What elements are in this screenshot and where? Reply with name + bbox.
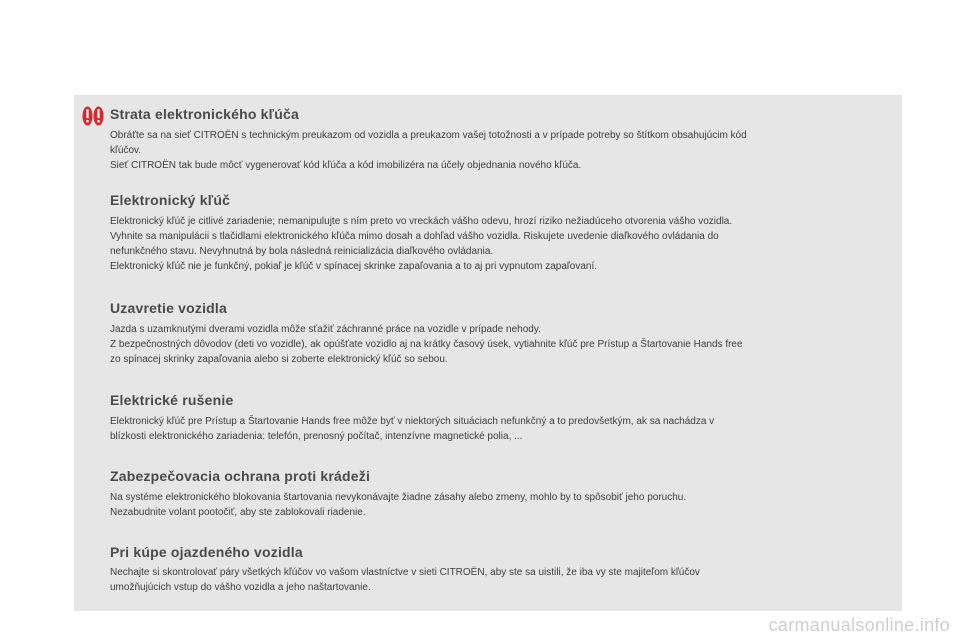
body-line: umožňujúcich vstup do vášho vozidla a jeho naštartovanie.: [110, 582, 371, 593]
body-line: Sieť CITROËN tak bude môcť vygenerovať kód kľúča a kód imobilizéra na účely objednania nového kľúča.: [110, 160, 582, 171]
body-line: Vyhnite sa manipulácii s tlačidlami elektronického kľúča mimo dosah a dohľad vášho vozidla. Riskujete uvedenie diaľkového ovládania do: [110, 231, 719, 242]
body-line: Obráťte sa na sieť CITROËN s technickým preukazom od vozidla a preukazom vašej totožnosti a v prípade potreby so štítkom obsahujúcim kód: [110, 130, 747, 141]
watermark: carmanualsonline.info: [768, 615, 950, 635]
section-key-loss: [110, 106, 900, 173]
body-line: Z bezpečnostných dôvodov (deti vo vozidle), ak opúšťate vozidlo aj na krátky časový úsek, vytiahnite kľúč pre Prístup a Štartovanie Hands free: [110, 339, 743, 350]
body-line: Elektronický kľúč pre Prístup a Štartovanie Hands free môže byť v niektorých situáciach nefunkčný a to predovšetkým, ak sa nachádza v: [110, 416, 715, 427]
body-line: Jazda s uzamknutými dverami vozidla môže sťažiť záchranné práce na vozidle v prípade nehody.: [110, 324, 541, 335]
section-electronic-key: [110, 192, 900, 274]
body-line: Elektronický kľúč je citlivé zariadenie; nemanipulujte s ním preto vo vreckách vášho odevu, hrozí riziko nežiadúceho otvorenia vášho vozidla.: [110, 216, 733, 227]
section-body: [110, 128, 900, 173]
section-heading: Elektrické rušenie: [110, 392, 234, 408]
section-body: [110, 322, 900, 367]
section-vehicle-locking: [110, 300, 900, 367]
body-line: Na systéme elektronického blokovania štartovania nevykonávajte žiadne zásahy alebo zmeny, mohlo by to spôsobiť jeho poruchu.: [110, 492, 687, 503]
section-heading: Elektronický kľúč: [110, 192, 231, 208]
section-anti-theft: [110, 468, 900, 520]
section-body: [110, 414, 900, 444]
body-line: Nechajte si skontrolovať páry všetkých kľúčov vo vašom vlastníctve v sieti CITROËN, aby ste sa uistili, že iba vy ste majiteľom kľúčov: [110, 567, 700, 578]
body-line: Nezabudnite volant pootočiť, aby ste zablokovali riadenie.: [110, 507, 366, 518]
section-body: [110, 565, 900, 595]
section-heading: Uzavretie vozidla: [110, 300, 227, 316]
section-electrical-interference: [110, 392, 900, 444]
section-body: [110, 214, 900, 274]
body-line: nefunkčného stavu. Nevyhnutná by bola následná reinicializácia diaľkového ovládania.: [110, 246, 494, 257]
section-heading: Zabezpečovacia ochrana proti krádeži: [110, 468, 371, 484]
section-heading: Pri kúpe ojazdeného vozidla: [110, 544, 303, 560]
warning-icon: [82, 106, 104, 126]
section-used-vehicle: [110, 544, 900, 595]
section-body: [110, 490, 900, 520]
body-line: zo spínacej skrinky zapaľovania alebo si zoberte elektronický kľúč so sebou.: [110, 354, 448, 365]
section-heading: Strata elektronického kľúča: [110, 106, 299, 122]
body-line: kľúčov.: [110, 145, 142, 156]
body-line: blízkosti elektronického zariadenia: telefón, prenosný počítač, intenzívne magnetické polia, ...: [110, 431, 523, 442]
body-line: Elektronický kľúč nie je funkčný, pokiaľ je kľúč v spínacej skrinke zapaľovania a to aj pri vypnutom zapaľovaní.: [110, 261, 598, 272]
